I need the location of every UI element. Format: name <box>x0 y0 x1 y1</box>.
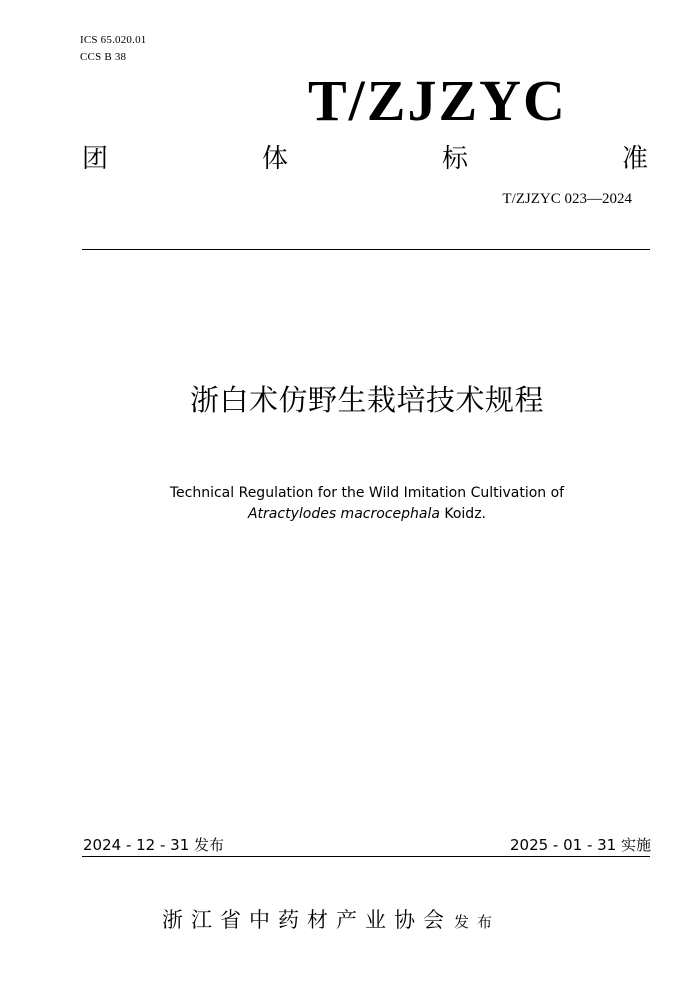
ccs-code: CCS B 38 <box>80 51 127 63</box>
standard-type-char: 准 <box>621 144 648 174</box>
title-chinese: 浙白术仿野生栽培技术规程 <box>189 383 544 417</box>
species-author: Koidz. <box>439 506 486 522</box>
publisher-suffix: 发布 <box>454 913 501 931</box>
title-english-line2 <box>0 504 700 525</box>
standard-type-char: 团 <box>82 144 109 174</box>
standard-number: T/ZJZYC 023—2024 <box>502 191 632 207</box>
publish-date: 2024 - 12 - 31 发布 <box>83 836 225 854</box>
title-english-line1: Technical Regulation for the Wild Imitation Cultivation of <box>169 485 565 501</box>
title-english <box>0 483 700 525</box>
standard-type-char: 标 <box>441 144 468 174</box>
bottom-divider <box>82 856 650 857</box>
publisher-name: 浙江省中药材产业协会 <box>162 908 452 932</box>
top-divider <box>82 249 650 250</box>
standard-type-char: 体 <box>261 144 288 174</box>
ics-code: ICS 65.020.01 <box>80 34 147 46</box>
publisher <box>162 904 500 934</box>
organization-code-logo: T/ZJZYC <box>308 68 567 133</box>
standard-type <box>82 142 648 176</box>
implement-date: 2025 - 01 - 31 实施 <box>509 836 651 854</box>
species-name: Atractylodes macrocephala <box>247 506 440 522</box>
